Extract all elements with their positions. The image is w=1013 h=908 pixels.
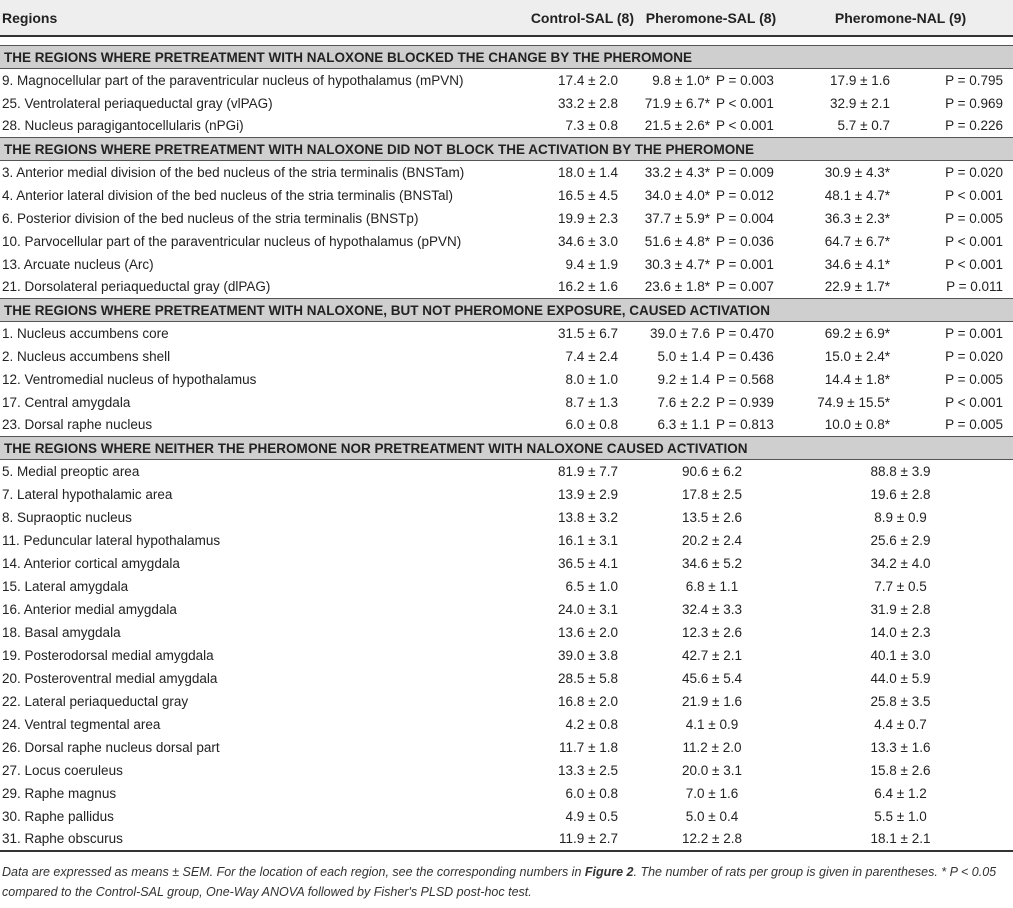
control-sal-cell: 31.5 ± 6.7 — [558, 325, 618, 341]
pheromone-sal-p-cell: P = 0.568 — [716, 371, 774, 387]
region-cell: 24. Ventral tegmental area — [2, 716, 161, 732]
control-sal-cell: 11.9 ± 2.7 — [522, 828, 634, 851]
pheromone-nal-value-cell: 18.1 ± 2.1 — [792, 828, 1013, 851]
pheromone-sal-p-cell: P = 0.813 — [716, 417, 774, 433]
pheromone-nal-value-cell: 4.4 ± 0.7 — [874, 716, 927, 732]
table-row — [0, 322, 1013, 345]
control-sal-cell: 33.2 ± 2.8 — [558, 95, 618, 111]
table-row — [0, 115, 1013, 138]
pheromone-nal-value-cell: 69.2 ± 6.9* — [824, 325, 890, 341]
region-cell: 10. Parvocellular part of the paraventricular nucleus of hypothalamus (pPVN) — [2, 233, 462, 249]
pheromone-sal-p-cell: P = 0.001 — [716, 256, 774, 272]
table-row — [0, 345, 1013, 368]
control-sal-cell: 16.5 ± 4.5 — [558, 187, 618, 203]
pheromone-nal-value-cell: 15.8 ± 2.6 — [870, 762, 931, 778]
pheromone-nal-value-cell: 36.3 ± 2.3* — [824, 210, 890, 226]
pheromone-nal-value-cell: 32.9 ± 2.1 — [830, 95, 890, 111]
pheromone-nal-value-cell: 34.6 ± 4.1* — [824, 256, 890, 272]
pheromone-nal-value-cell: 31.9 ± 2.8 — [870, 601, 931, 617]
pheromone-sal-value-cell: 90.6 ± 6.2 — [682, 463, 742, 479]
table-row — [0, 161, 1013, 184]
pheromone-sal-p-cell: P < 0.001 — [716, 95, 774, 111]
pheromone-nal-p-cell: P < 0.001 — [945, 256, 1004, 272]
pheromone-nal-value-cell: 74.9 ± 15.5* — [817, 394, 890, 410]
table-row — [0, 460, 1013, 483]
pheromone-sal-p-cell: P = 0.939 — [716, 394, 774, 410]
pheromone-sal-value-cell: 71.9 ± 6.7* — [644, 95, 710, 111]
control-sal-cell: 34.6 ± 3.0 — [558, 233, 618, 249]
pheromone-nal-value-cell: 25.6 ± 2.9 — [870, 532, 931, 548]
pheromone-nal-p-cell: P < 0.001 — [945, 394, 1004, 410]
footnote-text-2: . The number of rats per group is given in parentheses. * P < 0.05 compared to the Control-SAL group, One-Way ANOVA followed by Fisher's PLSD post-hoc test. — [2, 865, 997, 899]
control-sal-cell: 16.2 ± 1.6 — [558, 279, 618, 295]
pheromone-nal-p-cell: P = 0.226 — [945, 118, 1004, 134]
pheromone-sal-value-cell: 20.2 ± 2.4 — [682, 532, 742, 548]
table-row — [0, 552, 1013, 575]
pheromone-sal-value-cell: 12.2 ± 2.8 — [634, 828, 792, 851]
pheromone-sal-value-cell: 9.2 ± 1.4 — [657, 371, 710, 387]
pheromone-nal-value-cell: 5.7 ± 0.7 — [837, 118, 890, 134]
pheromone-sal-value-cell: 5.0 ± 1.4 — [657, 348, 710, 364]
pheromone-sal-value-cell: 45.6 ± 5.4 — [682, 670, 742, 686]
control-sal-cell: 16.1 ± 3.1 — [558, 532, 618, 548]
control-sal-cell: 18.0 ± 1.4 — [558, 164, 618, 180]
region-cell: 8. Supraoptic nucleus — [2, 509, 132, 525]
pheromone-sal-value-cell: 37.7 ± 5.9* — [644, 210, 710, 226]
control-sal-cell: 6.0 ± 0.8 — [565, 785, 618, 801]
pheromone-sal-p-cell: P = 0.036 — [716, 233, 774, 249]
pheromone-nal-p-cell: P = 0.005 — [945, 210, 1004, 226]
table-row — [0, 483, 1013, 506]
header-pheromone-nal: Pheromone-NAL (9) — [792, 0, 1013, 36]
pheromone-nal-p-cell: P = 0.005 — [945, 371, 1004, 387]
table-row — [0, 184, 1013, 207]
pheromone-nal-value-cell: 6.4 ± 1.2 — [874, 785, 927, 801]
control-sal-cell: 13.8 ± 3.2 — [558, 509, 618, 525]
control-sal-cell: 7.3 ± 0.8 — [565, 118, 618, 134]
pheromone-sal-value-cell: 6.8 ± 1.1 — [685, 578, 739, 594]
table-footnote — [2, 862, 1010, 902]
region-cell: 30. Raphe pallidus — [2, 808, 114, 824]
pheromone-sal-value-cell: 30.3 ± 4.7* — [644, 256, 710, 272]
section-title: THE REGIONS WHERE NEITHER THE PHEROMONE NOR PRETREATMENT WITH NALOXONE CAUSED ACTIVATION — [0, 437, 1013, 460]
region-cell: 23. Dorsal raphe nucleus — [2, 417, 153, 433]
control-sal-cell: 11.7 ± 1.8 — [559, 739, 618, 755]
region-cell: 22. Lateral periaqueductal gray — [2, 693, 189, 709]
control-sal-cell: 13.6 ± 2.0 — [558, 624, 618, 640]
pheromone-sal-value-cell: 21.9 ± 1.6 — [682, 693, 742, 709]
pheromone-sal-p-cell: P = 0.007 — [716, 279, 774, 295]
table-row — [0, 736, 1013, 759]
pheromone-nal-value-cell: 25.8 ± 3.5 — [870, 693, 931, 709]
header-regions: Regions — [0, 0, 522, 36]
table-row — [0, 690, 1013, 713]
region-cell: 7. Lateral hypothalamic area — [2, 486, 173, 502]
table-row — [0, 207, 1013, 230]
control-sal-cell: 24.0 ± 3.1 — [558, 601, 618, 617]
pheromone-nal-p-cell: P = 0.001 — [945, 325, 1004, 341]
control-sal-cell: 8.0 ± 1.0 — [565, 371, 618, 387]
region-cell: 27. Locus coeruleus — [2, 762, 123, 778]
pheromone-sal-value-cell: 17.8 ± 2.5 — [682, 486, 742, 502]
pheromone-nal-p-cell: P = 0.969 — [945, 95, 1004, 111]
pheromone-nal-value-cell: 88.8 ± 3.9 — [870, 463, 931, 479]
footnote-figure-ref: Figure 2 — [584, 865, 634, 879]
region-cell: 1. Nucleus accumbens core — [2, 325, 169, 341]
table-row — [0, 828, 1013, 851]
control-sal-cell: 28.5 ± 5.8 — [558, 670, 618, 686]
header-row — [0, 0, 1013, 36]
control-sal-cell: 13.3 ± 2.5 — [558, 762, 618, 778]
control-sal-cell: 39.0 ± 3.8 — [558, 647, 618, 663]
pheromone-sal-value-cell: 51.6 ± 4.8* — [644, 233, 710, 249]
header-control-sal: Control-SAL (8) — [522, 0, 634, 36]
control-sal-cell: 4.2 ± 0.8 — [565, 716, 618, 732]
pheromone-sal-value-cell: 20.0 ± 3.1 — [682, 762, 742, 778]
pheromone-nal-value-cell: 17.9 ± 1.6 — [830, 72, 890, 88]
pheromone-sal-value-cell: 42.7 ± 2.1 — [682, 647, 742, 663]
region-cell: 18. Basal amygdala — [2, 624, 121, 640]
region-cell: 29. Raphe magnus — [2, 785, 117, 801]
region-cell: 11. Peduncular lateral hypothalamus — [2, 532, 221, 548]
pheromone-sal-value-cell: 33.2 ± 4.3* — [644, 164, 710, 180]
table-row — [0, 506, 1013, 529]
pheromone-nal-p-cell: P = 0.795 — [945, 72, 1004, 88]
pheromone-nal-p-cell: P = 0.020 — [945, 164, 1004, 180]
section-header-row — [0, 138, 1013, 161]
pheromone-nal-p-cell: P < 0.001 — [945, 233, 1004, 249]
table-body — [0, 46, 1013, 851]
control-sal-cell: 7.4 ± 2.4 — [565, 348, 618, 364]
header-pheromone-sal: Pheromone-SAL (8) — [634, 0, 792, 36]
pheromone-nal-value-cell: 10.0 ± 0.8* — [824, 417, 890, 433]
pheromone-sal-value-cell: 7.0 ± 1.6 — [685, 785, 739, 801]
pheromone-nal-value-cell: 19.6 ± 2.8 — [870, 486, 931, 502]
pheromone-sal-p-cell: P = 0.009 — [716, 164, 774, 180]
pheromone-sal-value-cell: 4.1 ± 0.9 — [685, 716, 739, 732]
region-cell: 2. Nucleus accumbens shell — [2, 348, 171, 364]
region-cell: 19. Posterodorsal medial amygdala — [2, 647, 214, 663]
region-cell: 6. Posterior division of the bed nucleus of the stria terminalis (BNSTp) — [2, 210, 419, 226]
table-row — [0, 598, 1013, 621]
table-row — [0, 575, 1013, 598]
pheromone-nal-p-cell: P = 0.011 — [946, 279, 1004, 295]
pheromone-sal-value-cell: 32.4 ± 3.3 — [682, 601, 742, 617]
region-cell: 15. Lateral amygdala — [2, 578, 129, 594]
section-header-row — [0, 299, 1013, 322]
pheromone-sal-value-cell: 34.0 ± 4.0* — [644, 187, 710, 203]
pheromone-nal-value-cell: 8.9 ± 0.9 — [874, 509, 927, 525]
pheromone-nal-value-cell: 44.0 ± 5.9 — [870, 670, 931, 686]
pheromone-nal-value-cell: 22.9 ± 1.7* — [824, 279, 890, 295]
pheromone-nal-p-cell: P = 0.005 — [945, 417, 1004, 433]
pheromone-nal-value-cell: 7.7 ± 0.5 — [874, 578, 927, 594]
control-sal-cell: 6.0 ± 0.8 — [565, 417, 618, 433]
control-sal-cell: 8.7 ± 1.3 — [565, 394, 618, 410]
pheromone-nal-value-cell: 64.7 ± 6.7* — [824, 233, 890, 249]
table-row — [0, 529, 1013, 552]
pheromone-nal-value-cell: 34.2 ± 4.0 — [870, 555, 931, 571]
pheromone-sal-value-cell: 9.8 ± 1.0* — [652, 72, 710, 88]
table-row — [0, 713, 1013, 736]
section-title: THE REGIONS WHERE PRETREATMENT WITH NALOXONE, BUT NOT PHEROMONE EXPOSURE, CAUSED ACTIVATION — [0, 299, 1013, 322]
pheromone-nal-value-cell: 14.0 ± 2.3 — [870, 624, 931, 640]
pheromone-sal-value-cell: 39.0 ± 7.6 — [650, 325, 710, 341]
pheromone-sal-value-cell: 7.6 ± 2.2 — [657, 394, 710, 410]
region-cell: 31. Raphe obscurus — [0, 828, 522, 851]
table-row — [0, 253, 1013, 276]
footnote-text-1: Data are expressed as means ± SEM. For the location of each region, see the corresponding numbers in — [2, 865, 585, 879]
control-sal-cell: 81.9 ± 7.7 — [558, 463, 618, 479]
pheromone-sal-value-cell: 5.0 ± 0.4 — [685, 808, 739, 824]
pheromone-sal-value-cell: 11.2 ± 2.0 — [682, 739, 742, 755]
control-sal-cell: 4.9 ± 0.5 — [565, 808, 618, 824]
table-row — [0, 230, 1013, 253]
header-spacer — [0, 36, 1013, 46]
table-row — [0, 414, 1013, 437]
pheromone-sal-p-cell: P = 0.004 — [716, 210, 774, 226]
region-cell: 21. Dorsolateral periaqueductal gray (dlPAG) — [2, 279, 271, 295]
table-row — [0, 276, 1013, 299]
table-row — [0, 621, 1013, 644]
region-cell: 13. Arcuate nucleus (Arc) — [2, 256, 154, 272]
table-row — [0, 92, 1013, 115]
control-sal-cell: 36.5 ± 4.1 — [558, 555, 618, 571]
region-cell: 3. Anterior medial division of the bed nucleus of the stria terminalis (BNSTam) — [2, 164, 465, 180]
pheromone-nal-p-cell: P < 0.001 — [945, 187, 1004, 203]
pheromone-sal-p-cell: P = 0.003 — [716, 72, 774, 88]
pheromone-nal-value-cell: 13.3 ± 1.6 — [870, 739, 931, 755]
control-sal-cell: 13.9 ± 2.9 — [558, 486, 618, 502]
pheromone-nal-value-cell: 14.4 ± 1.8* — [824, 371, 890, 387]
pheromone-nal-value-cell: 5.5 ± 1.0 — [874, 808, 927, 824]
pheromone-sal-value-cell: 21.5 ± 2.6* — [644, 118, 710, 134]
table-row — [0, 759, 1013, 782]
control-sal-cell: 9.4 ± 1.9 — [565, 256, 618, 272]
section-header-row — [0, 46, 1013, 69]
region-cell: 20. Posteroventral medial amygdala — [2, 670, 218, 686]
pheromone-nal-value-cell: 48.1 ± 4.7* — [824, 187, 890, 203]
section-header-row — [0, 437, 1013, 460]
region-cell: 16. Anterior medial amygdala — [2, 601, 177, 617]
region-cell: 5. Medial preoptic area — [2, 463, 140, 479]
region-cell: 4. Anterior lateral division of the bed nucleus of the stria terminalis (BNSTal) — [2, 187, 453, 203]
control-sal-cell: 6.5 ± 1.0 — [565, 578, 618, 594]
table-row — [0, 391, 1013, 414]
pheromone-sal-value-cell: 13.5 ± 2.6 — [682, 509, 742, 525]
region-cell: 28. Nucleus paragigantocellularis (nPGi) — [2, 118, 244, 134]
region-cell: 12. Ventromedial nucleus of hypothalamus — [2, 371, 257, 387]
control-sal-cell: 16.8 ± 2.0 — [558, 693, 618, 709]
control-sal-cell: 19.9 ± 2.3 — [558, 210, 618, 226]
pheromone-sal-p-cell: P = 0.436 — [716, 348, 774, 364]
table-row — [0, 368, 1013, 391]
pheromone-sal-p-cell: P = 0.470 — [716, 325, 774, 341]
pheromone-nal-value-cell: 15.0 ± 2.4* — [824, 348, 890, 364]
pheromone-sal-value-cell: 12.3 ± 2.6 — [682, 624, 742, 640]
section-title: THE REGIONS WHERE PRETREATMENT WITH NALOXONE DID NOT BLOCK THE ACTIVATION BY THE PHEROMONE — [0, 138, 1013, 161]
table-row — [0, 805, 1013, 828]
section-title: THE REGIONS WHERE PRETREATMENT WITH NALOXONE BLOCKED THE CHANGE BY THE PHEROMONE — [0, 46, 1013, 69]
pheromone-nal-p-cell: P = 0.020 — [945, 348, 1004, 364]
pheromone-sal-p-cell: P = 0.012 — [716, 187, 774, 203]
pheromone-nal-value-cell: 30.9 ± 4.3* — [824, 164, 890, 180]
region-cell: 26. Dorsal raphe nucleus dorsal part — [2, 739, 220, 755]
pheromone-sal-p-cell: P < 0.001 — [716, 118, 774, 134]
table-row — [0, 782, 1013, 805]
region-cell: 14. Anterior cortical amygdala — [2, 555, 180, 571]
region-cell: 17. Central amygdala — [2, 394, 131, 410]
table-row — [0, 69, 1013, 92]
region-cell: 25. Ventrolateral periaqueductal gray (vlPAG) — [2, 95, 273, 111]
pheromone-sal-value-cell: 23.6 ± 1.8* — [644, 279, 710, 295]
pheromone-sal-value-cell: 6.3 ± 1.1 — [657, 417, 710, 433]
pheromone-sal-value-cell: 34.6 ± 5.2 — [682, 555, 742, 571]
control-sal-cell: 17.4 ± 2.0 — [558, 72, 618, 88]
table-row — [0, 644, 1013, 667]
table-row — [0, 667, 1013, 690]
region-cell: 9. Magnocellular part of the paraventricular nucleus of hypothalamus (mPVN) — [2, 72, 464, 88]
pheromone-nal-value-cell: 40.1 ± 3.0 — [870, 647, 931, 663]
